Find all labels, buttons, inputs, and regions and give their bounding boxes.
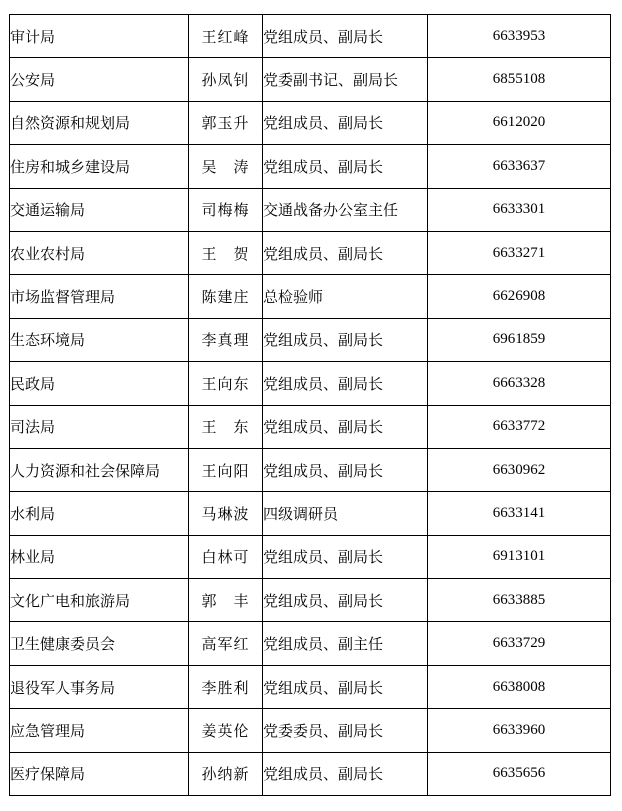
table-row (10, 231, 611, 274)
name-cell: 郭玉升 (189, 101, 263, 144)
position-cell: 党委副书记、副局长 (263, 58, 428, 101)
name-cell: 高军红 (189, 622, 263, 665)
table-row (10, 665, 611, 708)
name-cell: 马琳波 (189, 492, 263, 535)
phone-cell: 6633637 (428, 145, 611, 188)
name-cell: 李真理 (189, 318, 263, 361)
contact-table-body (10, 15, 611, 796)
department-cell: 自然资源和规划局 (10, 101, 189, 144)
name-cell: 姜英伦 (189, 709, 263, 752)
position-cell: 党组成员、副局长 (263, 535, 428, 578)
table-row (10, 752, 611, 795)
table-row (10, 579, 611, 622)
position-cell: 交通战备办公室主任 (263, 188, 428, 231)
department-cell: 交通运输局 (10, 188, 189, 231)
table-row (10, 101, 611, 144)
department-cell: 审计局 (10, 15, 189, 58)
table-row (10, 535, 611, 578)
table-row (10, 622, 611, 665)
name-cell: 王 贺 (189, 231, 263, 274)
position-cell: 党组成员、副主任 (263, 622, 428, 665)
phone-cell: 6626908 (428, 275, 611, 318)
name-cell: 司梅梅 (189, 188, 263, 231)
table-row (10, 362, 611, 405)
phone-cell: 6612020 (428, 101, 611, 144)
position-cell: 党组成员、副局长 (263, 665, 428, 708)
department-cell: 公安局 (10, 58, 189, 101)
phone-cell: 6961859 (428, 318, 611, 361)
table-row (10, 492, 611, 535)
department-cell: 民政局 (10, 362, 189, 405)
phone-cell: 6633772 (428, 405, 611, 448)
table-row (10, 188, 611, 231)
position-cell: 党组成员、副局长 (263, 15, 428, 58)
position-cell: 党组成员、副局长 (263, 362, 428, 405)
phone-cell: 6633271 (428, 231, 611, 274)
name-cell: 郭 丰 (189, 579, 263, 622)
name-cell: 陈建庄 (189, 275, 263, 318)
table-row (10, 145, 611, 188)
name-cell: 白林可 (189, 535, 263, 578)
phone-cell: 6633960 (428, 709, 611, 752)
phone-cell: 6635656 (428, 752, 611, 795)
name-cell: 孙纳新 (189, 752, 263, 795)
phone-cell: 6638008 (428, 665, 611, 708)
name-cell: 孙凤钊 (189, 58, 263, 101)
department-cell: 退役军人事务局 (10, 665, 189, 708)
position-cell: 党委委员、副局长 (263, 709, 428, 752)
department-cell: 生态环境局 (10, 318, 189, 361)
table-row (10, 275, 611, 318)
department-cell: 卫生健康委员会 (10, 622, 189, 665)
department-cell: 应急管理局 (10, 709, 189, 752)
table-row (10, 58, 611, 101)
table-row (10, 405, 611, 448)
department-cell: 市场监督管理局 (10, 275, 189, 318)
contact-table (9, 14, 611, 796)
phone-cell: 6663328 (428, 362, 611, 405)
phone-cell: 6633885 (428, 579, 611, 622)
position-cell: 总检验师 (263, 275, 428, 318)
department-cell: 林业局 (10, 535, 189, 578)
phone-cell: 6855108 (428, 58, 611, 101)
phone-cell: 6630962 (428, 448, 611, 491)
position-cell: 党组成员、副局长 (263, 101, 428, 144)
phone-cell: 6633141 (428, 492, 611, 535)
table-row (10, 15, 611, 58)
name-cell: 王红峰 (189, 15, 263, 58)
phone-cell: 6913101 (428, 535, 611, 578)
name-cell: 王向阳 (189, 448, 263, 491)
position-cell: 四级调研员 (263, 492, 428, 535)
department-cell: 农业农村局 (10, 231, 189, 274)
department-cell: 文化广电和旅游局 (10, 579, 189, 622)
department-cell: 司法局 (10, 405, 189, 448)
phone-cell: 6633953 (428, 15, 611, 58)
phone-cell: 6633301 (428, 188, 611, 231)
position-cell: 党组成员、副局长 (263, 231, 428, 274)
position-cell: 党组成员、副局长 (263, 145, 428, 188)
department-cell: 医疗保障局 (10, 752, 189, 795)
department-cell: 水利局 (10, 492, 189, 535)
table-row (10, 318, 611, 361)
department-cell: 人力资源和社会保障局 (10, 448, 189, 491)
position-cell: 党组成员、副局长 (263, 579, 428, 622)
name-cell: 李胜利 (189, 665, 263, 708)
position-cell: 党组成员、副局长 (263, 405, 428, 448)
department-cell: 住房和城乡建设局 (10, 145, 189, 188)
name-cell: 王 东 (189, 405, 263, 448)
position-cell: 党组成员、副局长 (263, 752, 428, 795)
name-cell: 王向东 (189, 362, 263, 405)
table-row (10, 448, 611, 491)
name-cell: 吴 涛 (189, 145, 263, 188)
table-row (10, 709, 611, 752)
position-cell: 党组成员、副局长 (263, 448, 428, 491)
position-cell: 党组成员、副局长 (263, 318, 428, 361)
phone-cell: 6633729 (428, 622, 611, 665)
